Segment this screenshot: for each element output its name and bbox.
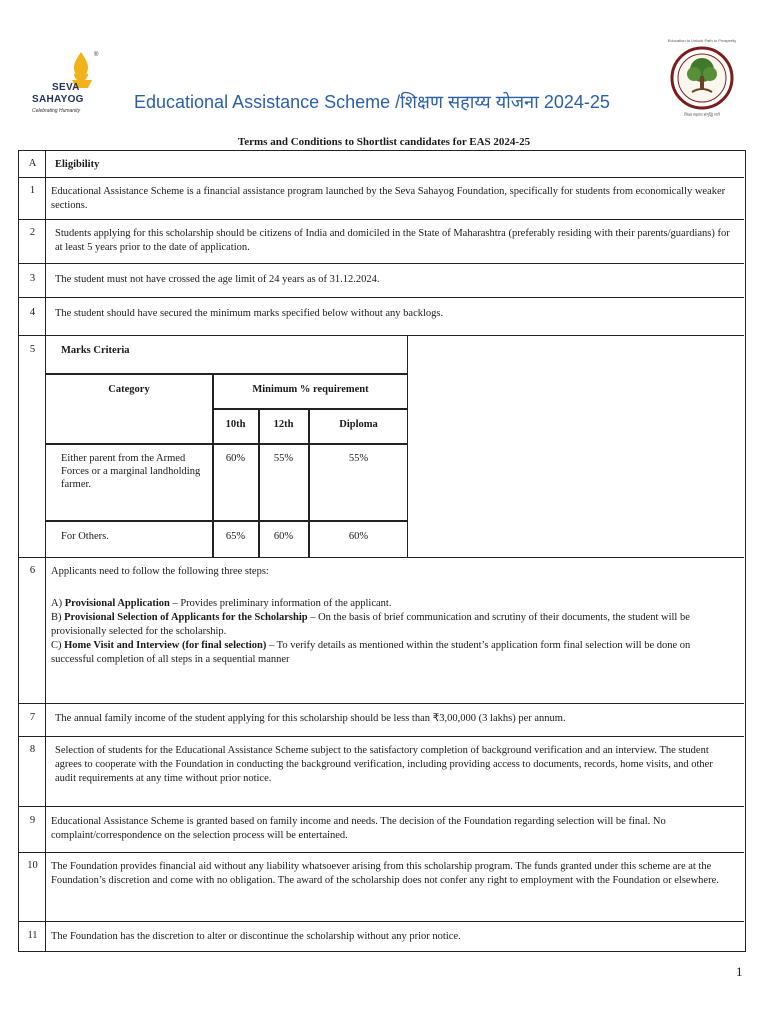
emblem-motto-bottom: शिक्षा सहाय्य समृद्धि मार्ग xyxy=(684,112,720,117)
column-header-12th: 12th xyxy=(273,419,294,430)
tree-emblem-icon xyxy=(670,46,734,110)
row-text: Educational Assistance Scheme is granted based on family income and needs. The decision of the Foundation regarding selection will be final. No complaint/correspondence on the selection process will be entertained. xyxy=(51,816,666,841)
category-others: For Others. xyxy=(61,531,109,542)
row-text: The annual family income of the student applying for this scholarship should be less than ₹3,00,000 (3 lakhs) per annum. xyxy=(55,713,566,724)
row-number: 1 xyxy=(29,185,36,196)
step-a: A) Provisional Application – Provides preliminary information of the applicant. xyxy=(51,598,392,609)
value-diploma: 60% xyxy=(348,531,369,542)
section-header-row xyxy=(19,151,744,178)
column-header-10th: 10th xyxy=(225,419,246,430)
category-armed-forces-farmer: Either parent from the Armed Forces or a marginal landholding farmer. xyxy=(61,453,201,490)
step-c: C) Home Visit and Interview (for final selection) – To verify details as mentioned within the student’s application form final selection will be done on successful completion of all steps in a sequential manner xyxy=(51,640,691,665)
row-number: 7 xyxy=(29,712,36,723)
row-number: 5 xyxy=(29,344,36,355)
table-row xyxy=(19,220,744,264)
row-number: 8 xyxy=(29,744,36,755)
row-text: The student should have secured the minimum marks specified below without any backlogs. xyxy=(55,308,444,319)
seva-sahayog-logo xyxy=(30,50,112,120)
terms-subheading: Terms and Conditions to Shortlist candidates for EAS 2024-25 xyxy=(237,136,531,148)
row-text: Educational Assistance Scheme is a financial assistance program launched by the Seva Sahayog Foundation, specifically for students from economically weaker sections. xyxy=(51,186,726,211)
value-diploma: 55% xyxy=(348,453,369,464)
row-number: 4 xyxy=(29,307,36,318)
row-number: 10 xyxy=(27,860,38,871)
step-a-desc: – Provides preliminary information of the applicant. xyxy=(169,598,392,609)
registered-mark: ® xyxy=(94,52,99,58)
page-title: Educational Assistance Scheme /शिक्षण सहाय्य योजना 2024-25 xyxy=(134,92,610,112)
row-text: Selection of students for the Educational Assistance Scheme subject to the satisfactory completion of background verification and an interview. The student agrees to cooperate with the Foundation in conducting the background verification, including providing access to documents, records, home visits, and other audit requirements at any time without prior notice. xyxy=(55,745,713,784)
table-row xyxy=(19,178,744,220)
step-b: B) Provisional Selection of Applicants for the Scholarship – On the basis of brief communication and scrutiny of their documents, the student will be provisionally selected for the scholarship. xyxy=(51,612,690,637)
eligibility-table xyxy=(18,150,746,952)
column-header-diploma: Diploma xyxy=(339,419,378,430)
marks-criteria-title: Marks Criteria xyxy=(61,345,130,356)
section-id: A xyxy=(28,158,37,169)
emblem-motto-top: Education to Unlock Path to Prosperity xyxy=(667,38,737,43)
row-number: 6 xyxy=(29,565,36,576)
row-number: 9 xyxy=(29,815,36,826)
column-header-category: Category xyxy=(108,384,150,395)
marks-criteria-row xyxy=(19,336,744,558)
page-number: 1 xyxy=(736,964,743,979)
steps-intro: Applicants need to follow the following three steps: xyxy=(51,566,269,577)
marks-criteria-table xyxy=(46,336,408,557)
row-text: Students applying for this scholarship should be citizens of India and domiciled in the State of Maharashtra (preferably residing with their parents/guardians) for at least 5 years prior to the date of application. xyxy=(55,228,730,253)
value-10th: 60% xyxy=(225,453,246,464)
value-12th: 60% xyxy=(273,531,294,542)
value-10th: 65% xyxy=(225,531,246,542)
document-header xyxy=(0,0,768,130)
table-row xyxy=(19,298,744,336)
step-b-desc: – On the basis of brief communication and scrutiny of their documents, the student will be provisionally selected for the scholarship. xyxy=(51,612,690,637)
value-12th: 55% xyxy=(273,453,294,464)
column-header-minimum: Minimum % requirement xyxy=(252,384,369,395)
table-row xyxy=(19,853,744,922)
step-a-title: Provisional Application xyxy=(64,598,170,609)
section-title: Eligibility xyxy=(55,159,100,170)
row-text: The Foundation has the discretion to alter or discontinue the scholarship without any prior notice. xyxy=(51,931,461,942)
foundation-emblem xyxy=(664,38,740,120)
logo-tagline: Celebrating Humanity xyxy=(32,108,81,114)
table-row xyxy=(19,704,744,737)
table-row xyxy=(19,922,744,952)
table-row xyxy=(19,807,744,853)
step-c-desc: – To verify details as mentioned within the student’s application form final selection will be done on successful completion of all steps in a sequential manner xyxy=(51,640,691,665)
table-row xyxy=(19,264,744,298)
logo-word-sahayog: SAHAYOG xyxy=(32,94,84,105)
logo-word-seva: SEVA xyxy=(52,82,80,93)
table-row xyxy=(19,737,744,807)
row-number: 2 xyxy=(29,227,36,238)
row-number: 11 xyxy=(27,930,38,941)
step-c-title: Home Visit and Interview (for final selection) xyxy=(64,640,267,651)
row-text: The Foundation provides financial aid without any liability whatsoever arising from this scholarship program. The funds granted under this scheme are at the Foundation’s discretion and come with no obligation. The award of the scholarship does not confer any right to employment with the Foundation or elsewhere. xyxy=(51,861,719,886)
step-b-title: Provisional Selection of Applicants for the Scholarship xyxy=(64,612,308,623)
row-text: The student must not have crossed the age limit of 24 years as of 31.12.2024. xyxy=(55,274,380,285)
steps-row xyxy=(19,558,744,704)
row-number: 3 xyxy=(29,273,36,284)
